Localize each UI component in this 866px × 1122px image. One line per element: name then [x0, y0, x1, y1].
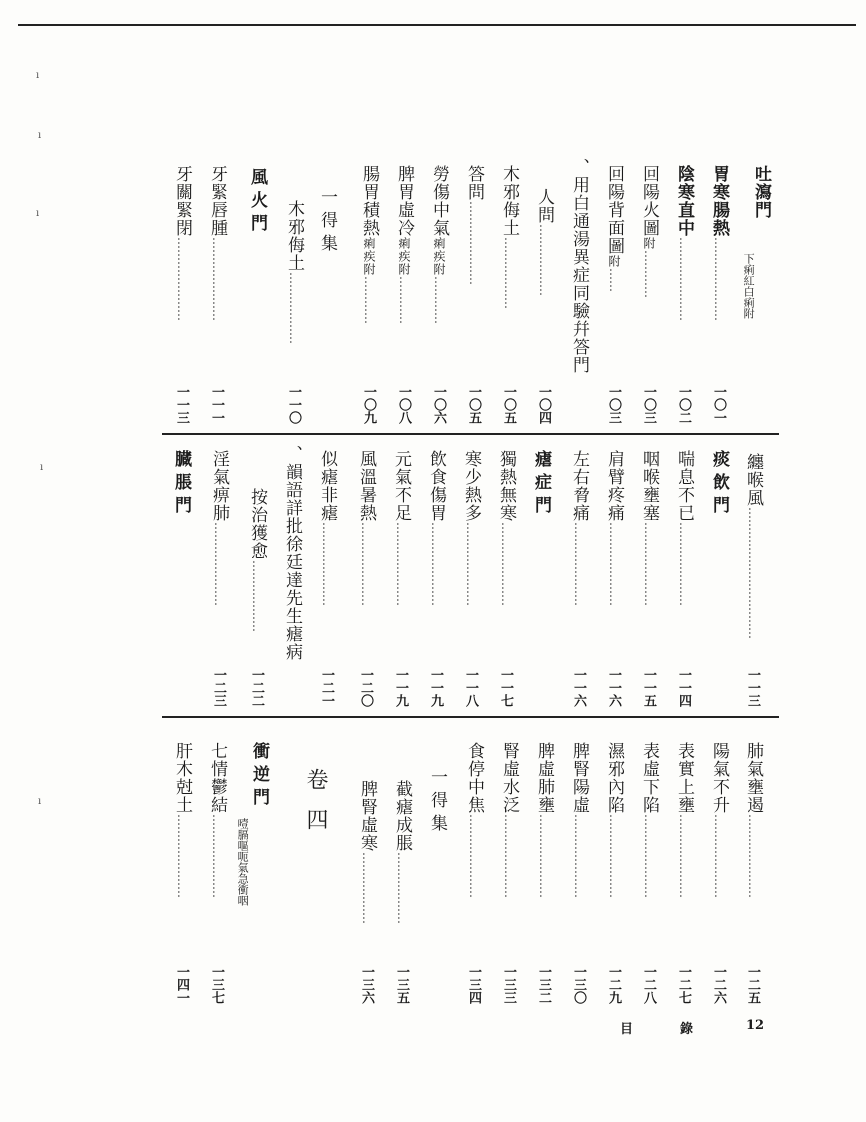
toc-entry: 回陽背面圖附……	[604, 165, 624, 292]
toc-entry: 截瘧成脹………………	[392, 780, 412, 924]
toc-entry: 按治獲愈………………	[247, 488, 267, 632]
toc-page-number: 一三二	[536, 965, 551, 1004]
toc-page-number: 一三七	[209, 965, 224, 1004]
band-divider	[162, 433, 779, 435]
toc-entry: 纏喉風……………………………	[743, 453, 763, 639]
toc-entry: 答問…………………	[464, 165, 484, 285]
page-number: 12	[746, 1018, 765, 1033]
toc-entry: 胃寒腸熱…………………	[709, 165, 729, 321]
toc-entry: 陽氣不升…………………	[709, 742, 729, 898]
scan-speck: ı	[36, 208, 40, 219]
volume-four-heading: 卷四	[303, 768, 328, 848]
toc-page-number: 一一五	[641, 668, 656, 707]
toc-page-number: 一一六	[606, 668, 621, 707]
toc-page-number: 一二八	[641, 965, 656, 1004]
toc-entry-title: 、韻語詳批徐廷達先生瘧病	[282, 445, 302, 661]
toc-page-number: 一三四	[466, 965, 481, 1004]
toc-entry: 七情鬱結…………………	[207, 742, 227, 898]
toc-page-number: 一〇三	[641, 385, 656, 424]
toc-page-number: 一〇八	[396, 385, 411, 424]
toc-page-number: 一〇三	[606, 385, 621, 424]
toc-entry-title: 、用白通湯異症同驗幷答門	[569, 158, 589, 374]
toc-page-number: 一二七	[676, 965, 691, 1004]
toc-page-number: 一三五	[394, 965, 409, 1004]
toc-page-number: 一三六	[359, 965, 374, 1004]
band-divider	[162, 716, 779, 718]
toc-entry: 腎虛水泛…………………	[499, 742, 519, 898]
toc-page-number: 一〇九	[361, 385, 376, 424]
scan-speck: ı	[38, 796, 42, 807]
toc-entry: 獨熱無寒…………………	[496, 450, 516, 606]
toc-entry: 牙關緊閉…………………	[172, 165, 192, 321]
toc-page-number: 一一八	[463, 668, 478, 707]
toc-page-number: 一一三	[745, 668, 760, 707]
toc-page-number: 一三〇	[571, 965, 586, 1004]
toc-page-number: 一一九	[393, 668, 408, 707]
scan-speck: ı	[36, 70, 40, 81]
section-header-note: 下痢紅白痢附	[742, 253, 756, 319]
toc-entry: 脾腎陽虛…………………	[569, 742, 589, 898]
toc-entry: 喘息不已…………………	[674, 450, 694, 606]
section-header-malaria: 瘧症門	[531, 450, 551, 519]
toc-page-number: 一〇五	[466, 385, 481, 424]
section-header-wind-fire: 風火門	[247, 168, 267, 237]
section-header-reversal: 衝逆門	[249, 742, 269, 811]
toc-page-number: 一一一	[209, 385, 224, 424]
toc-entry: 脾腎虛寒………………	[357, 780, 377, 924]
toc-page-number: 一一〇	[286, 385, 301, 424]
toc-entry: 陰寒直中…………………	[674, 165, 694, 321]
toc-page-number: 一四一	[174, 965, 189, 1004]
toc-entry: 人問………………	[534, 188, 554, 296]
toc-entry: 左右脅痛…………………	[569, 450, 589, 606]
collection-label: 一得集	[317, 188, 337, 257]
footer-label-mu: 目	[620, 1022, 634, 1037]
toc-page-number: 一二五	[745, 965, 760, 1004]
section-header-note: 噎膈嘔呃氣急衝咽	[236, 818, 250, 906]
toc-entry: 木邪侮土………………	[284, 200, 304, 344]
toc-page-number: 一二一	[319, 668, 334, 707]
toc-page-number: 一〇四	[536, 385, 551, 424]
toc-entry: 回陽火圖附…………	[639, 165, 659, 298]
toc-entry: 寒少熱多…………………	[461, 450, 481, 606]
toc-entry: 似瘧非瘧…………………	[317, 450, 337, 606]
toc-entry: 腸胃積熱痢疾附…………	[359, 165, 379, 324]
toc-entry: 勞傷中氣痢疾附…………	[429, 165, 449, 324]
toc-page-number: 一二〇	[358, 668, 373, 707]
toc-entry: 脾虛肺壅…………………	[534, 742, 554, 898]
toc-entry: 脾胃虛冷痢疾附…………	[394, 165, 414, 324]
toc-page-number: 一二二	[249, 668, 264, 707]
toc-page-number: 一〇五	[501, 385, 516, 424]
collection-label: 一得集	[427, 768, 447, 837]
toc-entry: 風溫暑熱…………………	[356, 450, 376, 606]
toc-entry: 表虛下陷…………………	[639, 742, 659, 898]
toc-entry: 咽喉壅塞…………………	[639, 450, 659, 606]
toc-page-number: 一二九	[606, 965, 621, 1004]
scan-speck: ı	[40, 462, 44, 473]
toc-page-number: 一〇六	[431, 385, 446, 424]
footer-label-lu: 錄	[680, 1022, 694, 1037]
toc-page-number: 一二三	[211, 668, 226, 707]
toc-page-number: 一三三	[501, 965, 516, 1004]
toc-page-number: 一〇一	[711, 385, 726, 424]
section-header-vomit-diarrhea: 吐瀉門	[751, 165, 771, 219]
toc-entry: 濕邪內陷…………………	[604, 742, 624, 898]
toc-page-number: 一一四	[676, 668, 691, 707]
toc-entry: 肝木尅土…………………	[172, 742, 192, 898]
toc-entry: 淫氣痹肺…………………	[209, 450, 229, 606]
toc-entry: 飲食傷胃…………………	[426, 450, 446, 606]
toc-entry: 表實上壅…………………	[674, 742, 694, 898]
toc-page-number: 一一七	[498, 668, 513, 707]
top-rule	[18, 24, 856, 26]
toc-entry: 肺氣壅遏…………………	[743, 742, 763, 898]
toc-page-number: 一一六	[571, 668, 586, 707]
toc-page-number: 一一三	[174, 385, 189, 424]
toc-entry: 牙緊唇腫…………………	[207, 165, 227, 321]
toc-page-number: 一〇二	[676, 385, 691, 424]
section-header-swelling: 臓脹門	[171, 450, 191, 519]
toc-entry: 食停中焦…………………	[464, 742, 484, 898]
scan-speck: ı	[38, 130, 42, 141]
toc-page-number: 一二六	[711, 965, 726, 1004]
toc-page-number: 一一九	[428, 668, 443, 707]
toc-entry: 肩臂疼痛…………………	[604, 450, 624, 606]
toc-entry: 元氣不足…………………	[391, 450, 411, 606]
toc-entry: 木邪侮土………………	[499, 165, 519, 309]
section-header-phlegm: 痰飲門	[709, 450, 729, 519]
